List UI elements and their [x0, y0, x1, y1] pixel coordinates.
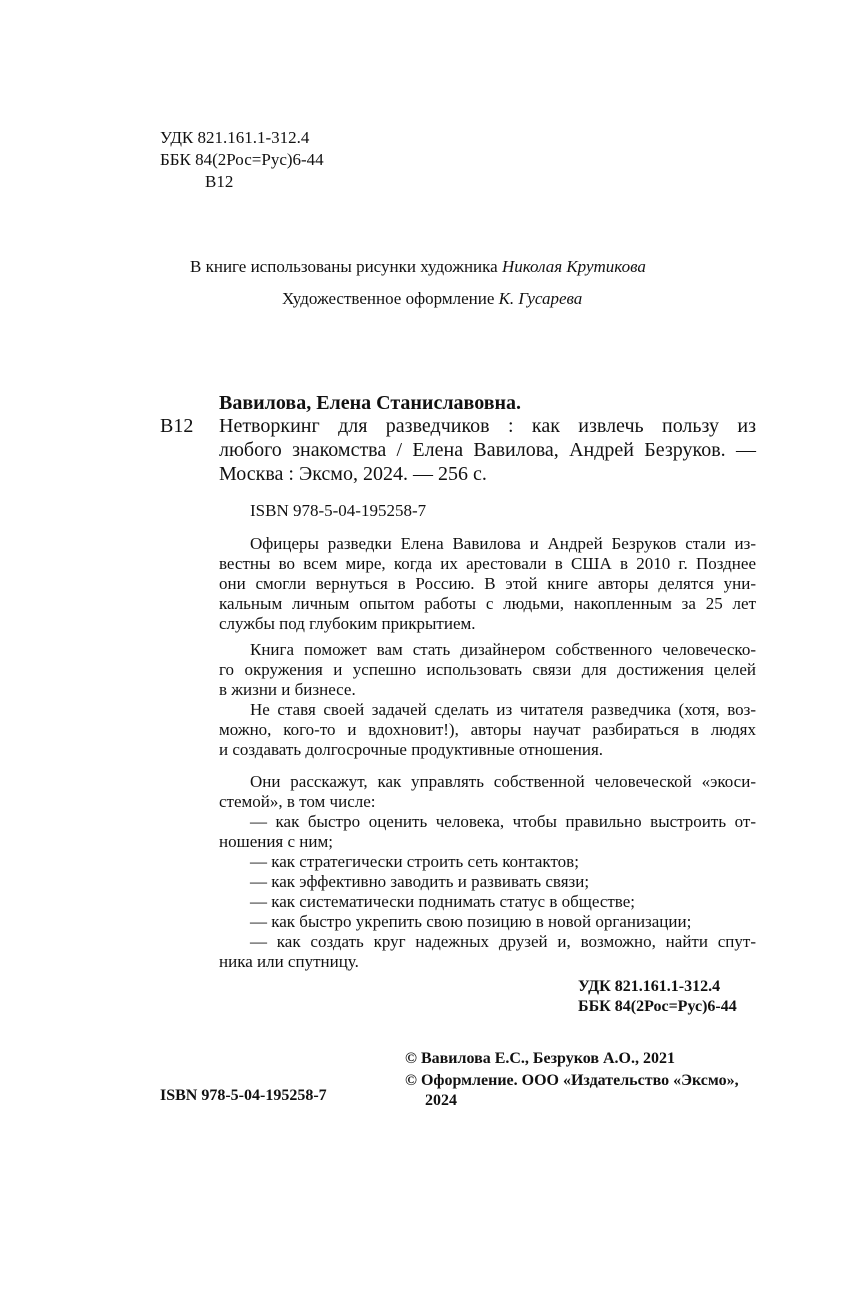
record-isbn: ISBN 978-5-04-195258-7 — [250, 501, 427, 520]
bbk-code: ББК 84(2Рос=Рус)6-44 — [160, 150, 324, 169]
list-item: — как систематически поднимать статус в обществе; — [250, 892, 635, 911]
annotation-paragraph-3 — [219, 700, 756, 760]
copyright-design-year: 2024 — [425, 1092, 457, 1109]
illustrations-credit — [190, 257, 646, 277]
list-item-continuation: ношения с ним; — [219, 832, 333, 851]
design-credit — [282, 289, 582, 309]
list-item: — как эффективно заводить и развивать связи; — [250, 872, 590, 891]
annotation-line: они смогли вернуться в Россию. В этой книге авторы делятся уни- — [219, 574, 756, 593]
copyright-design: © Оформление. ООО «Издательство «Эксмо», — [405, 1072, 739, 1089]
footer-bbk: ББК 84(2Рос=Рус)6-44 — [578, 998, 737, 1015]
description-line: Москва : Эксмо, 2024. — 256 с. — [219, 463, 487, 485]
illustrations-prefix: В книге использованы рисунки художника — [190, 257, 498, 276]
annotation-line: кальным личным опытом работы с людьми, накопленным за 25 лет — [219, 594, 756, 613]
annotation-line: Они расскажут, как управлять собственной человеческой «экоси- — [250, 772, 756, 791]
annotation-line: службы под глубоким прикрытием. — [219, 614, 476, 633]
author-heading: Вавилова, Елена Станиславовна. — [219, 392, 522, 414]
annotation-line: Не ставя своей задачей сделать из читателя разведчика (хотя, воз- — [250, 700, 756, 719]
footer-isbn: ISBN 978-5-04-195258-7 — [160, 1087, 327, 1104]
list-item: — как создать круг надежных друзей и, возможно, найти спут- — [250, 932, 756, 951]
description-line: любого знакомства / Елена Вавилова, Андрей Безруков. — — [219, 439, 756, 461]
udk-code: УДК 821.161.1-312.4 — [160, 128, 310, 147]
list-item: — как стратегически строить сеть контактов; — [250, 852, 579, 871]
list-item-continuation: ника или спутницу. — [219, 952, 359, 971]
annotation-line: Книга поможет вам стать дизайнером собственного человеческо- — [250, 640, 756, 659]
annotation-line: вестны во всем мире, когда их арестовали в США в 2010 г. Позднее — [219, 554, 756, 573]
annotation-line: в жизни и бизнесе. — [219, 680, 356, 699]
designer-name: К. Гусарева — [498, 289, 583, 308]
annotation-line: го окружения и успешно использовать связи для достижения целей — [219, 660, 756, 679]
illustrator-name: Николая Крутикова — [501, 257, 646, 276]
bibliographic-description — [219, 414, 756, 486]
copyright-authors: © Вавилова Е.С., Безруков А.О., 2021 — [405, 1050, 675, 1067]
design-prefix: Художественное оформление — [282, 289, 495, 308]
list-item: — как быстро оценить человека, чтобы правильно выстроить от- — [250, 812, 756, 831]
footer-udk: УДК 821.161.1-312.4 — [578, 978, 721, 995]
list-item: — как быстро укрепить свою позицию в новой организации; — [250, 912, 692, 931]
annotation-line: Офицеры разведки Елена Вавилова и Андрей Безруков стали из- — [250, 534, 756, 553]
record-author-mark: В12 — [160, 415, 194, 437]
annotation-paragraph-1 — [219, 534, 756, 634]
annotation-line: стемой», в том числе: — [219, 792, 376, 811]
author-mark: В12 — [205, 172, 234, 191]
annotation-line: можно, кого-то и вдохновит!), авторы научат разбираться в людях — [219, 720, 756, 739]
annotation-line: и создавать долгосрочные продуктивные отношения. — [219, 740, 604, 759]
description-line: Нетворкинг для разведчиков : как извлечь пользу из — [219, 415, 756, 437]
annotation-paragraph-4 — [219, 772, 756, 972]
annotation-paragraph-2 — [219, 640, 756, 700]
